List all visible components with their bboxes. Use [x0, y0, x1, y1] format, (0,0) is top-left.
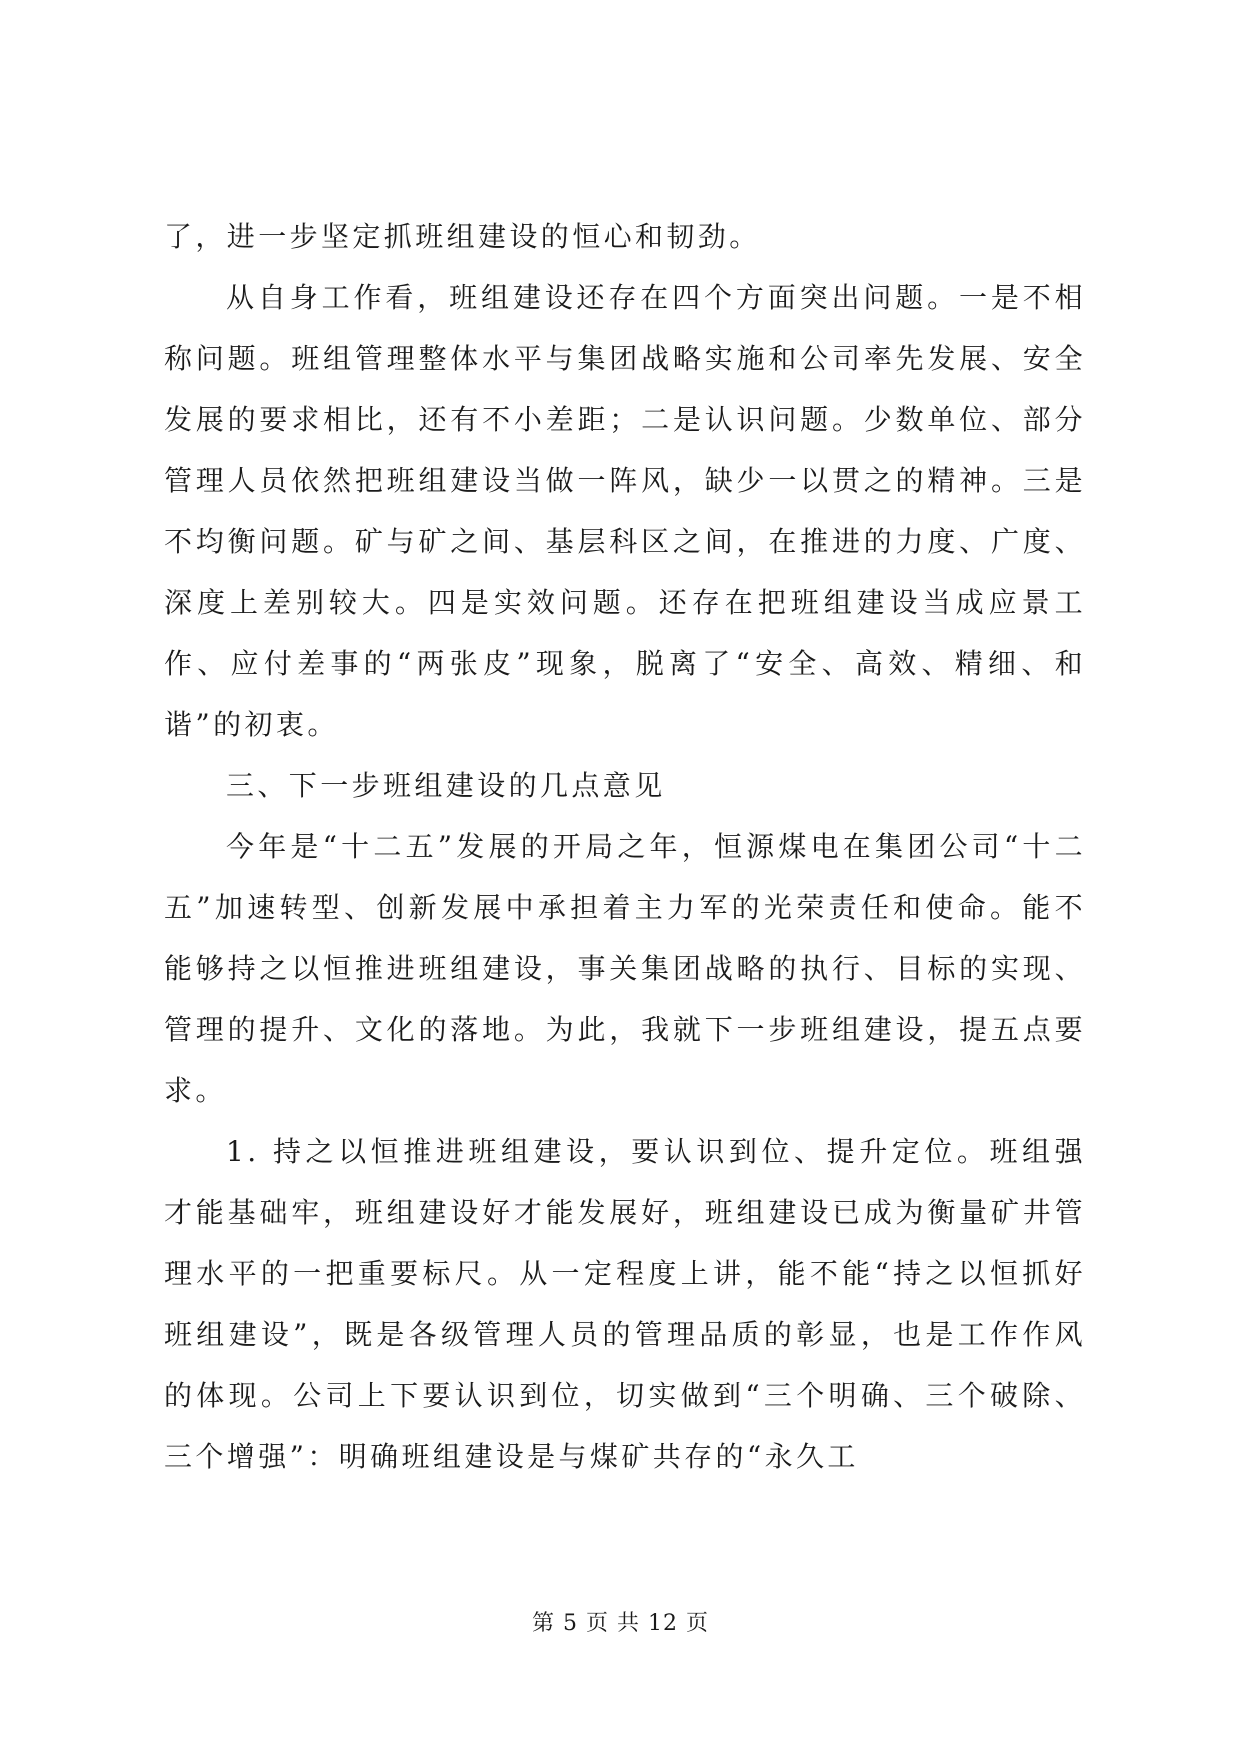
- page-footer: 第 5 页 共 12 页: [532, 1611, 709, 1636]
- paragraph-problems: 从自身工作看，班组建设还存在四个方面突出问题。一是不相称问题。班组管理整体水平与集团战略实施和公司率先发展、安全发展的要求相比，还有不小差距；二是认识问题。少数单位、部分管理人员依然把班组建设当做一阵风，缺少一以贯之的精神。三是不均衡问题。矿与矿之间、基层科区之间，在推进的力度、广度、深度上差别较大。四是实效问题。还存在把班组建设当成应景工作、应付差事的“两张皮”现象，脱离了“安全、高效、精细、和谐”的初衷。: [164, 281, 1086, 741]
- document-body: [164, 206, 1086, 1487]
- section-heading: 三、下一步班组建设的几点意见: [226, 769, 666, 802]
- paragraph-twelfth-five-year: 今年是“十二五”发展的开局之年，恒源煤电在集团公司“十二五”加速转型、创新发展中承担着主力军的光荣责任和使命。能不能够持之以恒推进班组建设，事关集团战略的执行、目标的实现、管理的提升、文化的落地。为此，我就下一步班组建设，提五点要求。: [164, 830, 1086, 1107]
- paragraph-requirement-one: 1. 持之以恒推进班组建设，要认识到位、提升定位。班组强才能基础牢，班组建设好才能发展好，班组建设已成为衡量矿井管理水平的一把重要标尺。从一定程度上讲，能不能“持之以恒抓好班组建设”，既是各级管理人员的管理品质的彰显，也是工作作风的体现。公司上下要认识到位，切实做到“三个明确、三个破除、三个增强”：明确班组建设是与煤矿共存的“永久工: [164, 1135, 1086, 1473]
- paragraph-continuation: 了，进一步坚定抓班组建设的恒心和韧劲。: [164, 220, 761, 253]
